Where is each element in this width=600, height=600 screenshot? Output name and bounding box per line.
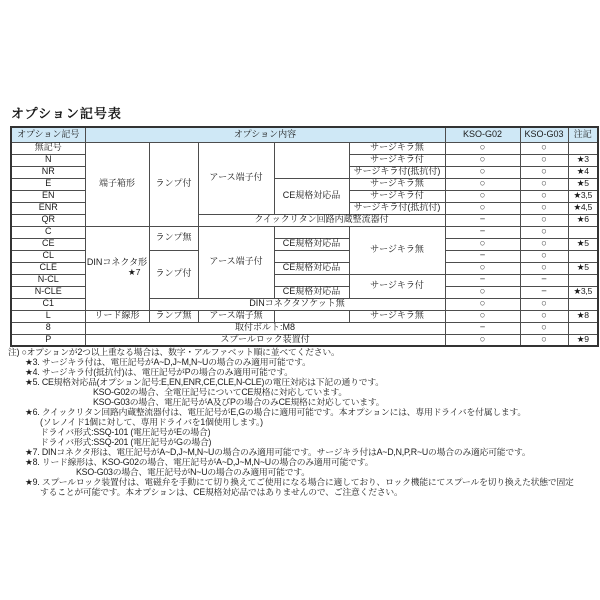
- symbol-cell: 8: [11, 322, 85, 334]
- header-row: [11, 127, 598, 142]
- surge-cell: サージキラ付(抵抗付): [349, 202, 445, 214]
- footnote-line: (ソレノイド1個に対して、専用ドライバを1個使用します。): [40, 417, 263, 427]
- symbol-cell: CLE: [11, 262, 85, 274]
- note-cell: ★8: [568, 310, 598, 322]
- surge-cell: サージキラ無: [349, 178, 445, 190]
- footnote-line: ★9. スプールロック装置付は、電磁弁を手動にて切り換えてご使用になる場合に適しており、ロック機能にてスプールを切り換えた状態で固定: [25, 477, 574, 487]
- note-cell: ★5: [568, 178, 598, 190]
- table-row: [11, 310, 598, 322]
- g02-cell: ○: [445, 178, 520, 190]
- note-cell: [568, 250, 598, 262]
- g03-cell: ○: [520, 298, 568, 310]
- footnote-line: KSO-G02の場合、全電圧記号についてCE規格に対応しています。: [93, 387, 348, 397]
- g02-cell: −: [445, 226, 520, 238]
- symbol-cell: CE: [11, 238, 85, 250]
- footnote-line: ★3. サージキラ付は、電圧記号がA~D,J~M,N~Uの場合のみ適用可能です。: [25, 357, 311, 367]
- footnote-line: ★6. クイックリタン回路内蔵整流器付は、電圧記号がE,Gの場合に適用可能です。本オプションには、専用ドライバを付属します。: [25, 407, 526, 417]
- symbol-cell: 無記号: [11, 142, 85, 154]
- header-kso-g03: KSO-G03: [520, 127, 568, 142]
- content-span-cell: スプールロック装置付: [85, 334, 445, 346]
- g03-cell: ○: [520, 142, 568, 154]
- g02-cell: ○: [445, 310, 520, 322]
- lamp-cell: ランプ付: [149, 250, 198, 298]
- note-cell: ★5: [568, 238, 598, 250]
- g03-cell: ○: [520, 322, 568, 334]
- symbol-cell: L: [11, 310, 85, 322]
- ce-cell-empty: [274, 310, 349, 322]
- note-cell: [568, 226, 598, 238]
- form-note: ★7: [128, 267, 141, 278]
- g02-cell: ○: [445, 262, 520, 274]
- footnote-line: ★7. DINコネクタ形は、電圧記号がA~D,J~M,N~Uの場合のみ適用可能です。サージキラ付はA~D,N,P,R~Uの場合のみ適応可能です。: [25, 447, 531, 457]
- note-cell: [568, 298, 598, 310]
- symbol-cell: N-CLE: [11, 286, 85, 298]
- footnote-line: ★5. CE規格対応品(オプション記号:E,EN,ENR,CE,CLE,N-CLE)の電圧対応は下記の通りです。: [25, 377, 384, 387]
- table-row: [11, 226, 598, 238]
- ce-cell: CE規格対応品: [274, 286, 349, 298]
- symbol-cell: N-CL: [11, 274, 85, 286]
- g03-cell: ○: [520, 310, 568, 322]
- content-span-cell: クイックリタン回路内蔵整流器付: [198, 214, 445, 226]
- header-option-content: オプション内容: [85, 127, 445, 142]
- surge-cell: サージキラ無: [349, 310, 445, 322]
- option-symbol-table: [10, 126, 599, 347]
- footnote-line: ドライバ形式:SSQ-101 (電圧記号がEの場合): [40, 427, 211, 437]
- symbol-cell: E: [11, 178, 85, 190]
- ce-cell-empty: [274, 226, 349, 238]
- g02-cell: ○: [445, 166, 520, 178]
- note-cell: ★6: [568, 214, 598, 226]
- symbol-cell: C: [11, 226, 85, 238]
- footnote-line: ★4. サージキラ付(抵抗付)は、電圧記号がPの場合のみ適用可能です。: [25, 367, 293, 377]
- symbol-cell: QR: [11, 214, 85, 226]
- g03-cell: ○: [520, 226, 568, 238]
- note-cell: ★3,5: [568, 190, 598, 202]
- form-cell: リード線形: [85, 310, 149, 322]
- earth-cell: アース端子無: [198, 310, 274, 322]
- footnote-line: ドライバ形式:SSQ-201 (電圧記号がGの場合): [40, 437, 212, 447]
- g02-cell: −: [445, 274, 520, 286]
- g03-cell: ○: [520, 202, 568, 214]
- g02-cell: −: [445, 214, 520, 226]
- surge-cell: サージキラ付: [349, 154, 445, 166]
- ce-cell-empty: [274, 274, 349, 286]
- g03-cell: ○: [520, 262, 568, 274]
- table-row: [11, 334, 598, 346]
- g02-cell: −: [445, 250, 520, 262]
- footnote-line: KSO-G03の場合、電圧記号がA及びPの場合のみCE規格に対応しています。: [93, 397, 385, 407]
- header-note: 注記: [568, 127, 598, 142]
- g03-cell: −: [520, 286, 568, 298]
- header-option-symbol: オプション記号: [11, 127, 85, 142]
- header-kso-g02: KSO-G02: [445, 127, 520, 142]
- g02-cell: ○: [445, 286, 520, 298]
- g02-cell: ○: [445, 202, 520, 214]
- g03-cell: ○: [520, 214, 568, 226]
- note-cell: ★3,5: [568, 286, 598, 298]
- footnote-line: ★8. リード線形は、KSO-G02の場合、電圧記号がA~D,J~M,N~Uの場合のみ適用可能です。: [25, 457, 374, 467]
- ce-cell-empty: [274, 142, 349, 178]
- page-title: オプション記号表: [11, 106, 122, 121]
- surge-cell: サージキラ付: [349, 190, 445, 202]
- g03-cell: ○: [520, 178, 568, 190]
- table-row: [11, 322, 598, 334]
- footnote-line: することが可能です。本オプションは、CE規格対応品ではありませんので、ご注意ください。: [40, 487, 403, 497]
- note-cell: [568, 142, 598, 154]
- content-span-cell: DINコネクタソケット無: [149, 298, 445, 310]
- symbol-cell: NR: [11, 166, 85, 178]
- g03-cell: ○: [520, 166, 568, 178]
- symbol-cell: N: [11, 154, 85, 166]
- ce-cell: CE規格対応品: [274, 238, 349, 250]
- g02-cell: ○: [445, 334, 520, 346]
- form-cell: [85, 226, 149, 310]
- g03-cell: ○: [520, 334, 568, 346]
- g02-cell: ○: [445, 238, 520, 250]
- g02-cell: ○: [445, 190, 520, 202]
- symbol-cell: EN: [11, 190, 85, 202]
- footnotes: [8, 347, 598, 497]
- content-span-cell: 取付ボルト:M8: [85, 322, 445, 334]
- table-row: [11, 142, 598, 154]
- form-cell: 端子箱形: [85, 142, 149, 226]
- note-cell: [568, 322, 598, 334]
- g02-cell: ○: [445, 154, 520, 166]
- note-cell: ★5: [568, 262, 598, 274]
- note-cell: [568, 274, 598, 286]
- g03-cell: ○: [520, 190, 568, 202]
- g03-cell: ○: [520, 250, 568, 262]
- form-label: DINコネクタ形: [86, 257, 148, 268]
- g03-cell: ○: [520, 238, 568, 250]
- lamp-cell: ランプ無: [149, 226, 198, 250]
- symbol-cell: C1: [11, 298, 85, 310]
- footnote-line: KSO-G03の場合、電圧記号がN~Uの場合のみ適用可能です。: [76, 467, 310, 477]
- g03-cell: ○: [520, 154, 568, 166]
- note-cell: ★9: [568, 334, 598, 346]
- symbol-cell: P: [11, 334, 85, 346]
- surge-cell: サージキラ付: [349, 274, 445, 298]
- lamp-cell: ランプ付: [149, 142, 198, 226]
- g02-cell: ○: [445, 298, 520, 310]
- symbol-cell: ENR: [11, 202, 85, 214]
- g03-cell: −: [520, 274, 568, 286]
- lamp-cell: ランプ無: [149, 310, 198, 322]
- g02-cell: −: [445, 322, 520, 334]
- surge-cell: サージキラ無: [349, 226, 445, 274]
- ce-cell-empty: [274, 250, 349, 262]
- earth-cell: アース端子付: [198, 142, 274, 214]
- g02-cell: ○: [445, 142, 520, 154]
- ce-cell: CE規格対応品: [274, 262, 349, 274]
- note-cell: ★4: [568, 166, 598, 178]
- surge-cell: サージキラ付(抵抗付): [349, 166, 445, 178]
- ce-cell: CE規格対応品: [274, 178, 349, 214]
- symbol-cell: CL: [11, 250, 85, 262]
- note-cell: ★3: [568, 154, 598, 166]
- surge-cell: サージキラ無: [349, 142, 445, 154]
- note-cell: ★4,5: [568, 202, 598, 214]
- earth-cell: アース端子付: [198, 226, 274, 298]
- footnote-line: 注) ○オプションが2つ以上重なる場合は、数字・アルファベット順に並べてください。: [8, 347, 340, 357]
